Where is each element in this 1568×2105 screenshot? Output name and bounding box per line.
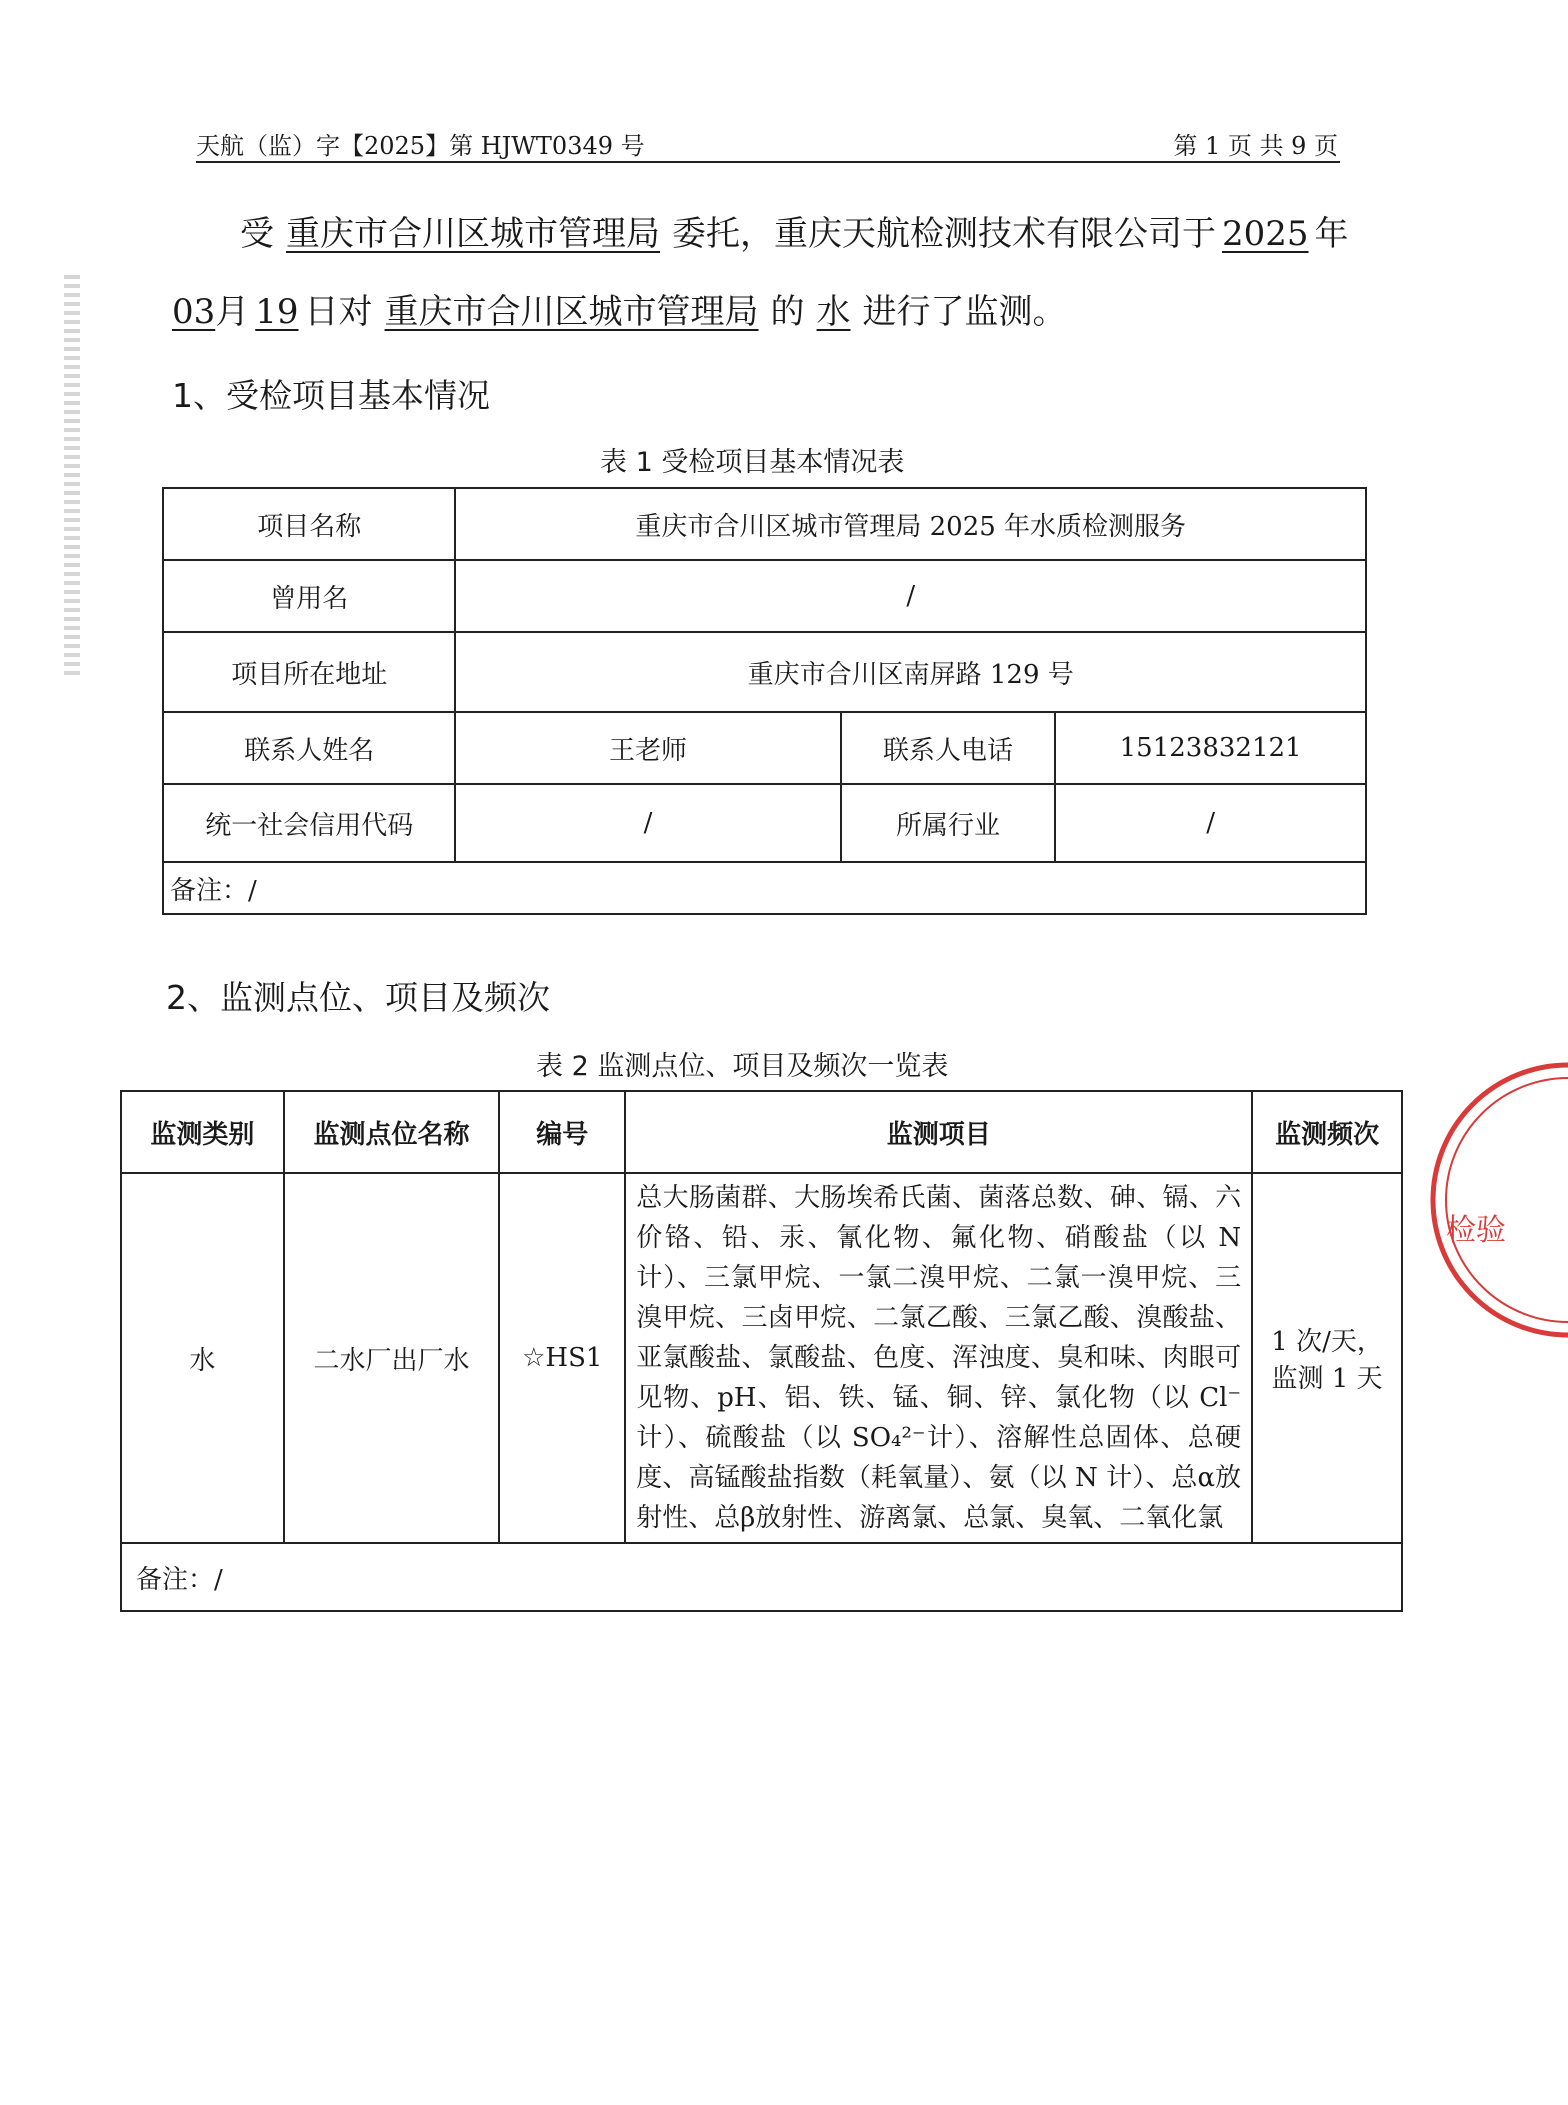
target-name: 重庆市合川区城市管理局 xyxy=(384,292,759,332)
column-header: 监测类别 xyxy=(121,1091,284,1173)
phone-value: 15123832121 xyxy=(1055,712,1366,784)
frequency-line: 1 次/天， xyxy=(1271,1327,1383,1357)
address-label: 项目所在地址 xyxy=(163,632,455,712)
day-value: 19 xyxy=(255,292,299,332)
monitoring-table xyxy=(120,1090,1403,1612)
section-2-title: 2、监测点位、项目及频次 xyxy=(166,978,550,1017)
doc-number: 天航（监）字【2025】第 HJWT0349 号 xyxy=(196,132,645,160)
table-row xyxy=(163,784,1366,862)
project-name-label: 项目名称 xyxy=(163,488,455,560)
table-row xyxy=(163,632,1366,712)
table-row xyxy=(163,712,1366,784)
intro-text: 进行了监测。 xyxy=(862,292,1067,332)
industry-label: 所属行业 xyxy=(841,784,1056,862)
table-1-note: 备注：/ xyxy=(163,862,1366,914)
table-row xyxy=(121,1173,1402,1543)
client-name: 重庆市合川区城市管理局 xyxy=(286,214,660,254)
intro-text: 的 xyxy=(770,292,805,332)
phone-label: 联系人电话 xyxy=(841,712,1056,784)
intro-text: 委托，重庆天航检测技术有限公司于 xyxy=(672,214,1216,254)
contact-value: 王老师 xyxy=(455,712,840,784)
former-name-value: / xyxy=(455,560,1366,632)
industry-value: / xyxy=(1055,784,1366,862)
section-1-title: 1、受检项目基本情况 xyxy=(172,376,490,415)
page-info: 第 1 页 共 9 页 xyxy=(1173,132,1338,160)
table-row xyxy=(163,862,1366,914)
column-header: 监测频次 xyxy=(1252,1091,1402,1173)
intro-line-2 xyxy=(172,279,1067,345)
seal-text: 检验 xyxy=(1446,1213,1506,1248)
intro-text: 受 xyxy=(240,214,274,254)
red-seal xyxy=(1418,1055,1568,1345)
frequency-line: 监测 1 天 xyxy=(1271,1364,1383,1394)
table-row xyxy=(121,1543,1402,1611)
scan-margin-marks xyxy=(64,275,80,675)
header-rule xyxy=(196,161,1340,163)
seal-graphic xyxy=(1418,1055,1568,1345)
items-cell: 总大肠菌群、大肠埃希氏菌、菌落总数、砷、镉、六价铬、铅、汞、氰化物、氟化物、硝酸盐（以 N 计）、三氯甲烷、一氯二溴甲烷、二氯一溴甲烷、三溴甲烷、三卤甲烷、二氯乙酸、三氯乙酸、溴酸盐、亚氯酸盐、氯酸盐、色度、浑浊度、臭和味、肉眼可见物、pH、铝、铁、锰、铜、锌、氯化物（以 Cl⁻计）、硫酸盐（以 SO₄²⁻计）、溶解性总固体、总硬度、高锰酸盐指数（耗氧量）、氨（以 N 计）、总α放射性、总β放射性、游离氯、总氯、臭氧、二氧化氯 xyxy=(625,1173,1252,1543)
project-name-value: 重庆市合川区城市管理局 2025 年水质检测服务 xyxy=(455,488,1366,560)
table-2-note: 备注：/ xyxy=(121,1543,1402,1611)
address-value: 重庆市合川区南屏路 129 号 xyxy=(455,632,1366,712)
year-value: 2025 xyxy=(1222,214,1309,254)
table-row xyxy=(163,560,1366,632)
frequency-cell xyxy=(1252,1173,1402,1543)
contact-label: 联系人姓名 xyxy=(163,712,455,784)
category-cell: 水 xyxy=(121,1173,284,1543)
month-value: 03 xyxy=(172,292,216,332)
column-header: 监测项目 xyxy=(625,1091,1252,1173)
table-header-row xyxy=(121,1091,1402,1173)
code-cell: ☆HS1 xyxy=(499,1173,625,1543)
table-row xyxy=(163,488,1366,560)
site-cell: 二水厂出厂水 xyxy=(284,1173,500,1543)
intro-line-1 xyxy=(240,201,1349,267)
credit-code-value: / xyxy=(455,784,840,862)
intro-text: 年 xyxy=(1314,214,1349,254)
intro-text: 月 xyxy=(215,292,250,332)
table-1-caption: 表 1 受检项目基本情况表 xyxy=(600,447,905,478)
intro-text: 日对 xyxy=(304,292,373,332)
column-header: 监测点位名称 xyxy=(284,1091,500,1173)
column-header: 编号 xyxy=(499,1091,625,1173)
former-name-label: 曾用名 xyxy=(163,560,455,632)
table-2-caption: 表 2 监测点位、项目及频次一览表 xyxy=(536,1051,949,1082)
credit-code-label: 统一社会信用代码 xyxy=(163,784,455,862)
medium-value: 水 xyxy=(816,292,851,332)
basic-info-table xyxy=(162,487,1367,915)
